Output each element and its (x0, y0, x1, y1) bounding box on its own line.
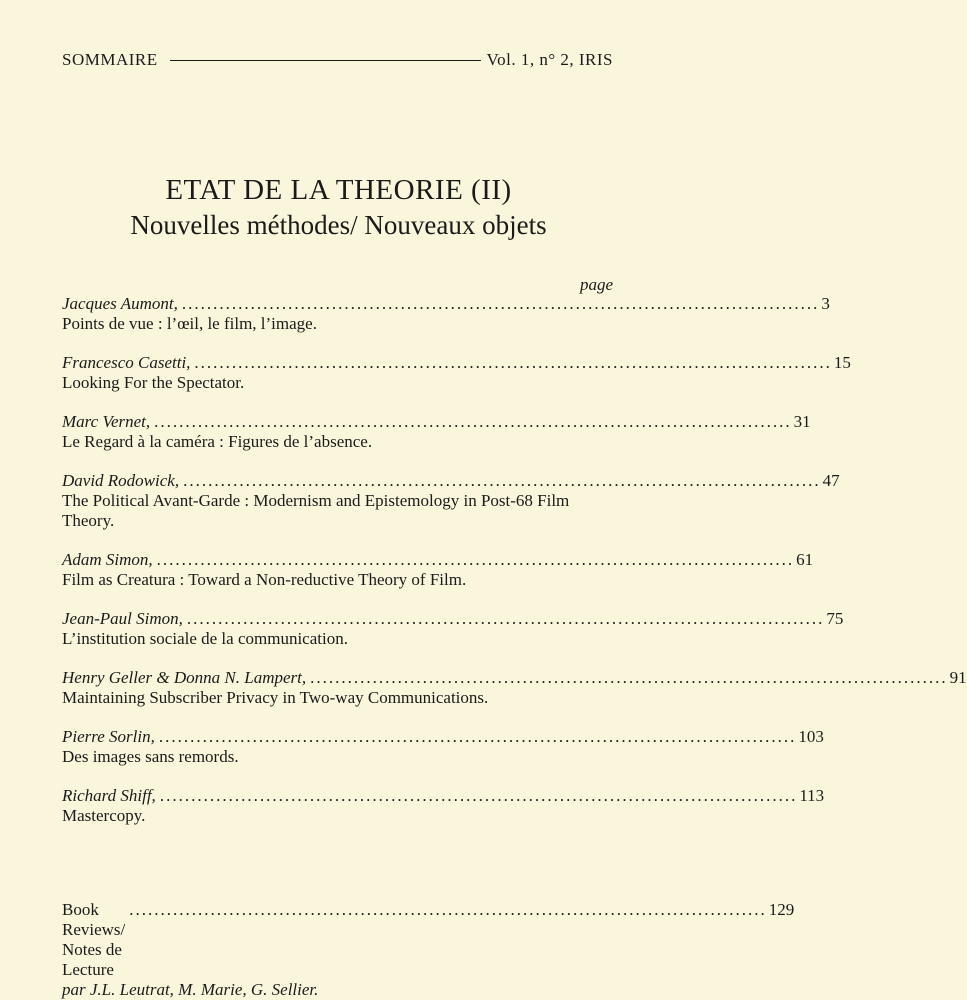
list-item (62, 294, 830, 334)
entry-title: Points de vue : l’œil, le film, l’image. (62, 314, 317, 333)
entry-title: L’institution sociale de la communication. (62, 629, 348, 648)
list-item (62, 471, 840, 531)
page-title: ETAT DE LA THEORIE (II) (165, 174, 512, 206)
footer-label: Book Reviews/ Notes de Lecture (62, 900, 126, 979)
list-item (62, 786, 825, 826)
title-block (0, 172, 677, 242)
entry-title: Le Regard à la caméra : Figures de l’absence. (62, 432, 373, 451)
list-item (62, 550, 814, 590)
entry-author: Francesco Casetti, (62, 353, 191, 372)
entry-title: Looking For the Spectator. (62, 373, 245, 392)
entry-page: 15 (833, 353, 851, 372)
list-item (62, 412, 811, 452)
entry-title: Des images sans remords. (62, 747, 239, 766)
entry-author: Marc Vernet, (62, 412, 151, 431)
list-item (62, 353, 851, 393)
list-item (62, 668, 967, 708)
footer-page: 129 (768, 900, 795, 919)
footer-byline: par J.L. Leutrat, M. Marie, G. Sellier. (62, 980, 319, 999)
entry-author: Jacques Aumont, (62, 294, 178, 313)
header-left: SOMMAIRE (62, 50, 158, 69)
leader-dots: ...................................................................................................... (159, 786, 798, 805)
leader-dots: ...................................................................................................... (154, 412, 792, 431)
entry-author: David Rodowick, (62, 471, 180, 490)
leader-dots: ...................................................................................................... (181, 294, 820, 313)
entry-page: 61 (796, 550, 814, 569)
entry-author: Richard Shiff, (62, 786, 156, 805)
entry-title: Film as Creatura : Toward a Non-reductive Theory of Film. (62, 570, 467, 589)
entry-page: 113 (799, 786, 825, 805)
entry-author: Jean-Paul Simon, (62, 609, 183, 628)
header-right: Vol. 1, n° 2, IRIS (486, 50, 613, 69)
list-item (62, 727, 824, 767)
entry-page: 91 (949, 668, 967, 687)
leader-dots: ...................................................................................................... (194, 353, 832, 372)
entry-author: Adam Simon, (62, 550, 153, 569)
leader-dots: ...................................................................................................... (186, 609, 825, 628)
entry-title: Mastercopy. (62, 806, 146, 825)
leader-dots: ...................................................................................................... (183, 471, 821, 490)
book-reviews-entry (62, 900, 795, 1000)
entry-title: Maintaining Subscriber Privacy in Two-way Communications. (62, 688, 489, 707)
header-rule (170, 60, 481, 61)
page-subtitle: Nouvelles méthodes/ Nouveaux objets (130, 210, 547, 240)
entry-author: Pierre Sorlin, (62, 727, 155, 746)
entry-page: 103 (798, 727, 824, 746)
entry-author: Henry Geller & Donna N. Lampert, (62, 668, 307, 687)
entry-page: 47 (822, 471, 840, 490)
list-item (62, 609, 844, 649)
entry-page: 3 (821, 294, 830, 313)
running-header (62, 50, 613, 70)
leader-dots: ...................................................................................................... (156, 550, 795, 569)
leader-dots: ...................................................................................................... (158, 727, 797, 746)
page-column-label: page (579, 275, 613, 294)
entry-page: 31 (793, 412, 811, 431)
entry-title: The Political Avant-Garde : Modernism and Epistemology in Post-68 Film Theory. (62, 491, 570, 530)
entry-page: 75 (826, 609, 844, 628)
leader-dots: ...................................................................................................... (129, 900, 767, 919)
leader-dots: ...................................................................................................... (310, 668, 948, 687)
